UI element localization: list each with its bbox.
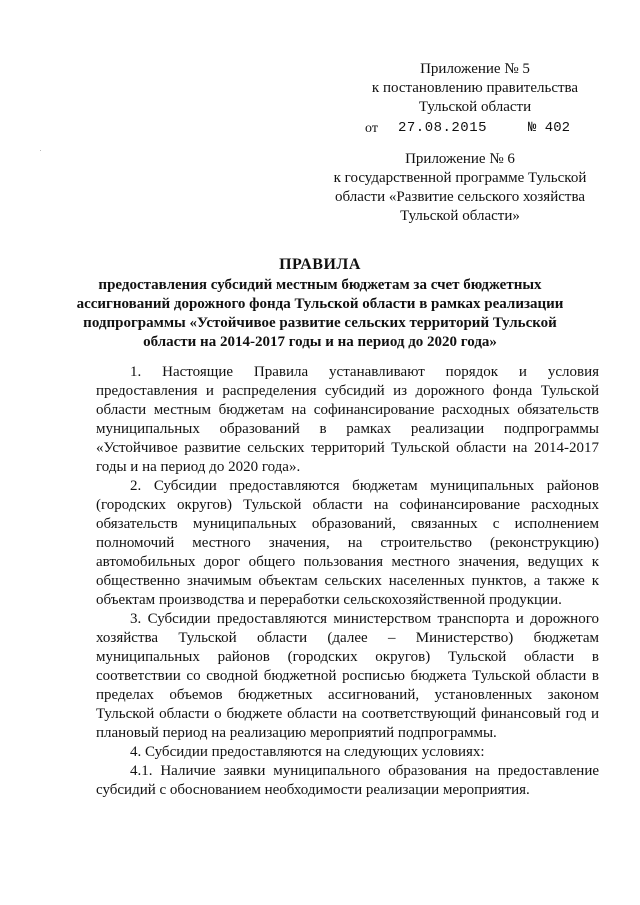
appendix-5-line: к постановлению правительства <box>371 80 579 96</box>
appendix-6-line: к государственной программе Тульской <box>333 170 587 186</box>
text-line: плановый период на реализацию мероприятий подпрограммы. <box>96 725 497 741</box>
subtitle-line: области на 2014-2017 годы и на период до 2020 года» <box>143 334 497 350</box>
paragraph-3 <box>96 610 599 743</box>
appendix-5-header <box>355 60 595 117</box>
appendix-6-line: Приложение № 6 <box>405 151 515 167</box>
text-line: «Устойчивое развитие сельских территорий Тульской области на 2014-2017 <box>96 440 599 456</box>
decree-date: 27.08.2015 <box>398 120 488 136</box>
paragraph-4-1 <box>96 762 599 800</box>
text-line: 3. Субсидии предоставляются министерством транспорта и дорожного <box>130 611 599 627</box>
text-line: соответствии со сводной бюджетной росписью бюджета Тульской области в <box>96 668 599 684</box>
text-line: общественно значимым объектам сельских населенных пунктов, а также к <box>96 573 599 589</box>
text-line: пределах объемов бюджетных ассигнований, установленных законом <box>96 687 599 703</box>
scan-speck <box>40 150 41 151</box>
decree-number: № 402 <box>528 120 571 136</box>
appendix-5-line: Приложение № 5 <box>420 61 530 77</box>
subtitle-line: ассигнований дорожного фонда Тульской области в рамках реализации <box>76 296 564 312</box>
paragraph-1 <box>96 363 599 477</box>
document-subtitle <box>60 276 580 352</box>
text-line: предоставления и распределения субсидий из дорожного фонда Тульской <box>96 383 599 399</box>
subtitle-line: предоставления субсидий местным бюджетам за счет бюджетных <box>98 277 542 293</box>
document-body <box>96 363 599 800</box>
decree-date-number <box>365 120 605 140</box>
text-line: муниципальных районов (городских округов) Тульской области в <box>96 649 599 665</box>
appendix-6-header <box>310 150 610 226</box>
text-line: области местным бюджетам на софинансирование расходных обязательств <box>96 402 599 418</box>
text-line: Тульской области о бюджете области на соответствующий финансовый год и <box>96 706 599 722</box>
text-line: 4.1. Наличие заявки муниципального образования на предоставление <box>130 763 599 779</box>
text-line: годы и на период до 2020 года». <box>96 459 301 475</box>
appendix-6-line: Тульской области» <box>400 208 520 224</box>
paragraph-2 <box>96 477 599 610</box>
text-line: автомобильных дорог общего пользования местного значения, ведущих к <box>96 554 599 570</box>
text-line: полномочий местного значения, на строительство (реконструкцию) <box>96 535 599 551</box>
text-line: 4. Субсидии предоставляются на следующих условиях: <box>130 744 485 760</box>
text-line: 2. Субсидии предоставляются бюджетам муниципальных районов <box>130 478 599 494</box>
text-line: хозяйства Тульской области (далее – Министерство) бюджетам <box>96 630 599 646</box>
document-title: ПРАВИЛА <box>279 256 361 273</box>
text-line: (городских округов) Тульской области на софинансирование расходных <box>96 497 599 513</box>
subtitle-line: подпрограммы «Устойчивое развитие сельских территорий Тульской <box>83 315 557 331</box>
appendix-5-line: Тульской области <box>418 99 532 115</box>
paragraph-4 <box>96 743 599 762</box>
text-line: субсидий с обоснованием необходимости реализации мероприятия. <box>96 782 530 798</box>
text-line: объектам производства и переработки сельскохозяйственной продукции. <box>96 592 562 608</box>
appendix-6-line: области «Развитие сельского хозяйства <box>335 189 585 205</box>
text-line: муниципальных образований в рамках реализации подпрограммы <box>96 421 599 437</box>
text-line: 1. Настоящие Правила устанавливают порядок и условия <box>130 364 599 380</box>
text-line: обязательств муниципальных образований, связанных с исполнением <box>96 516 599 532</box>
decree-ot-label: от <box>365 121 378 136</box>
